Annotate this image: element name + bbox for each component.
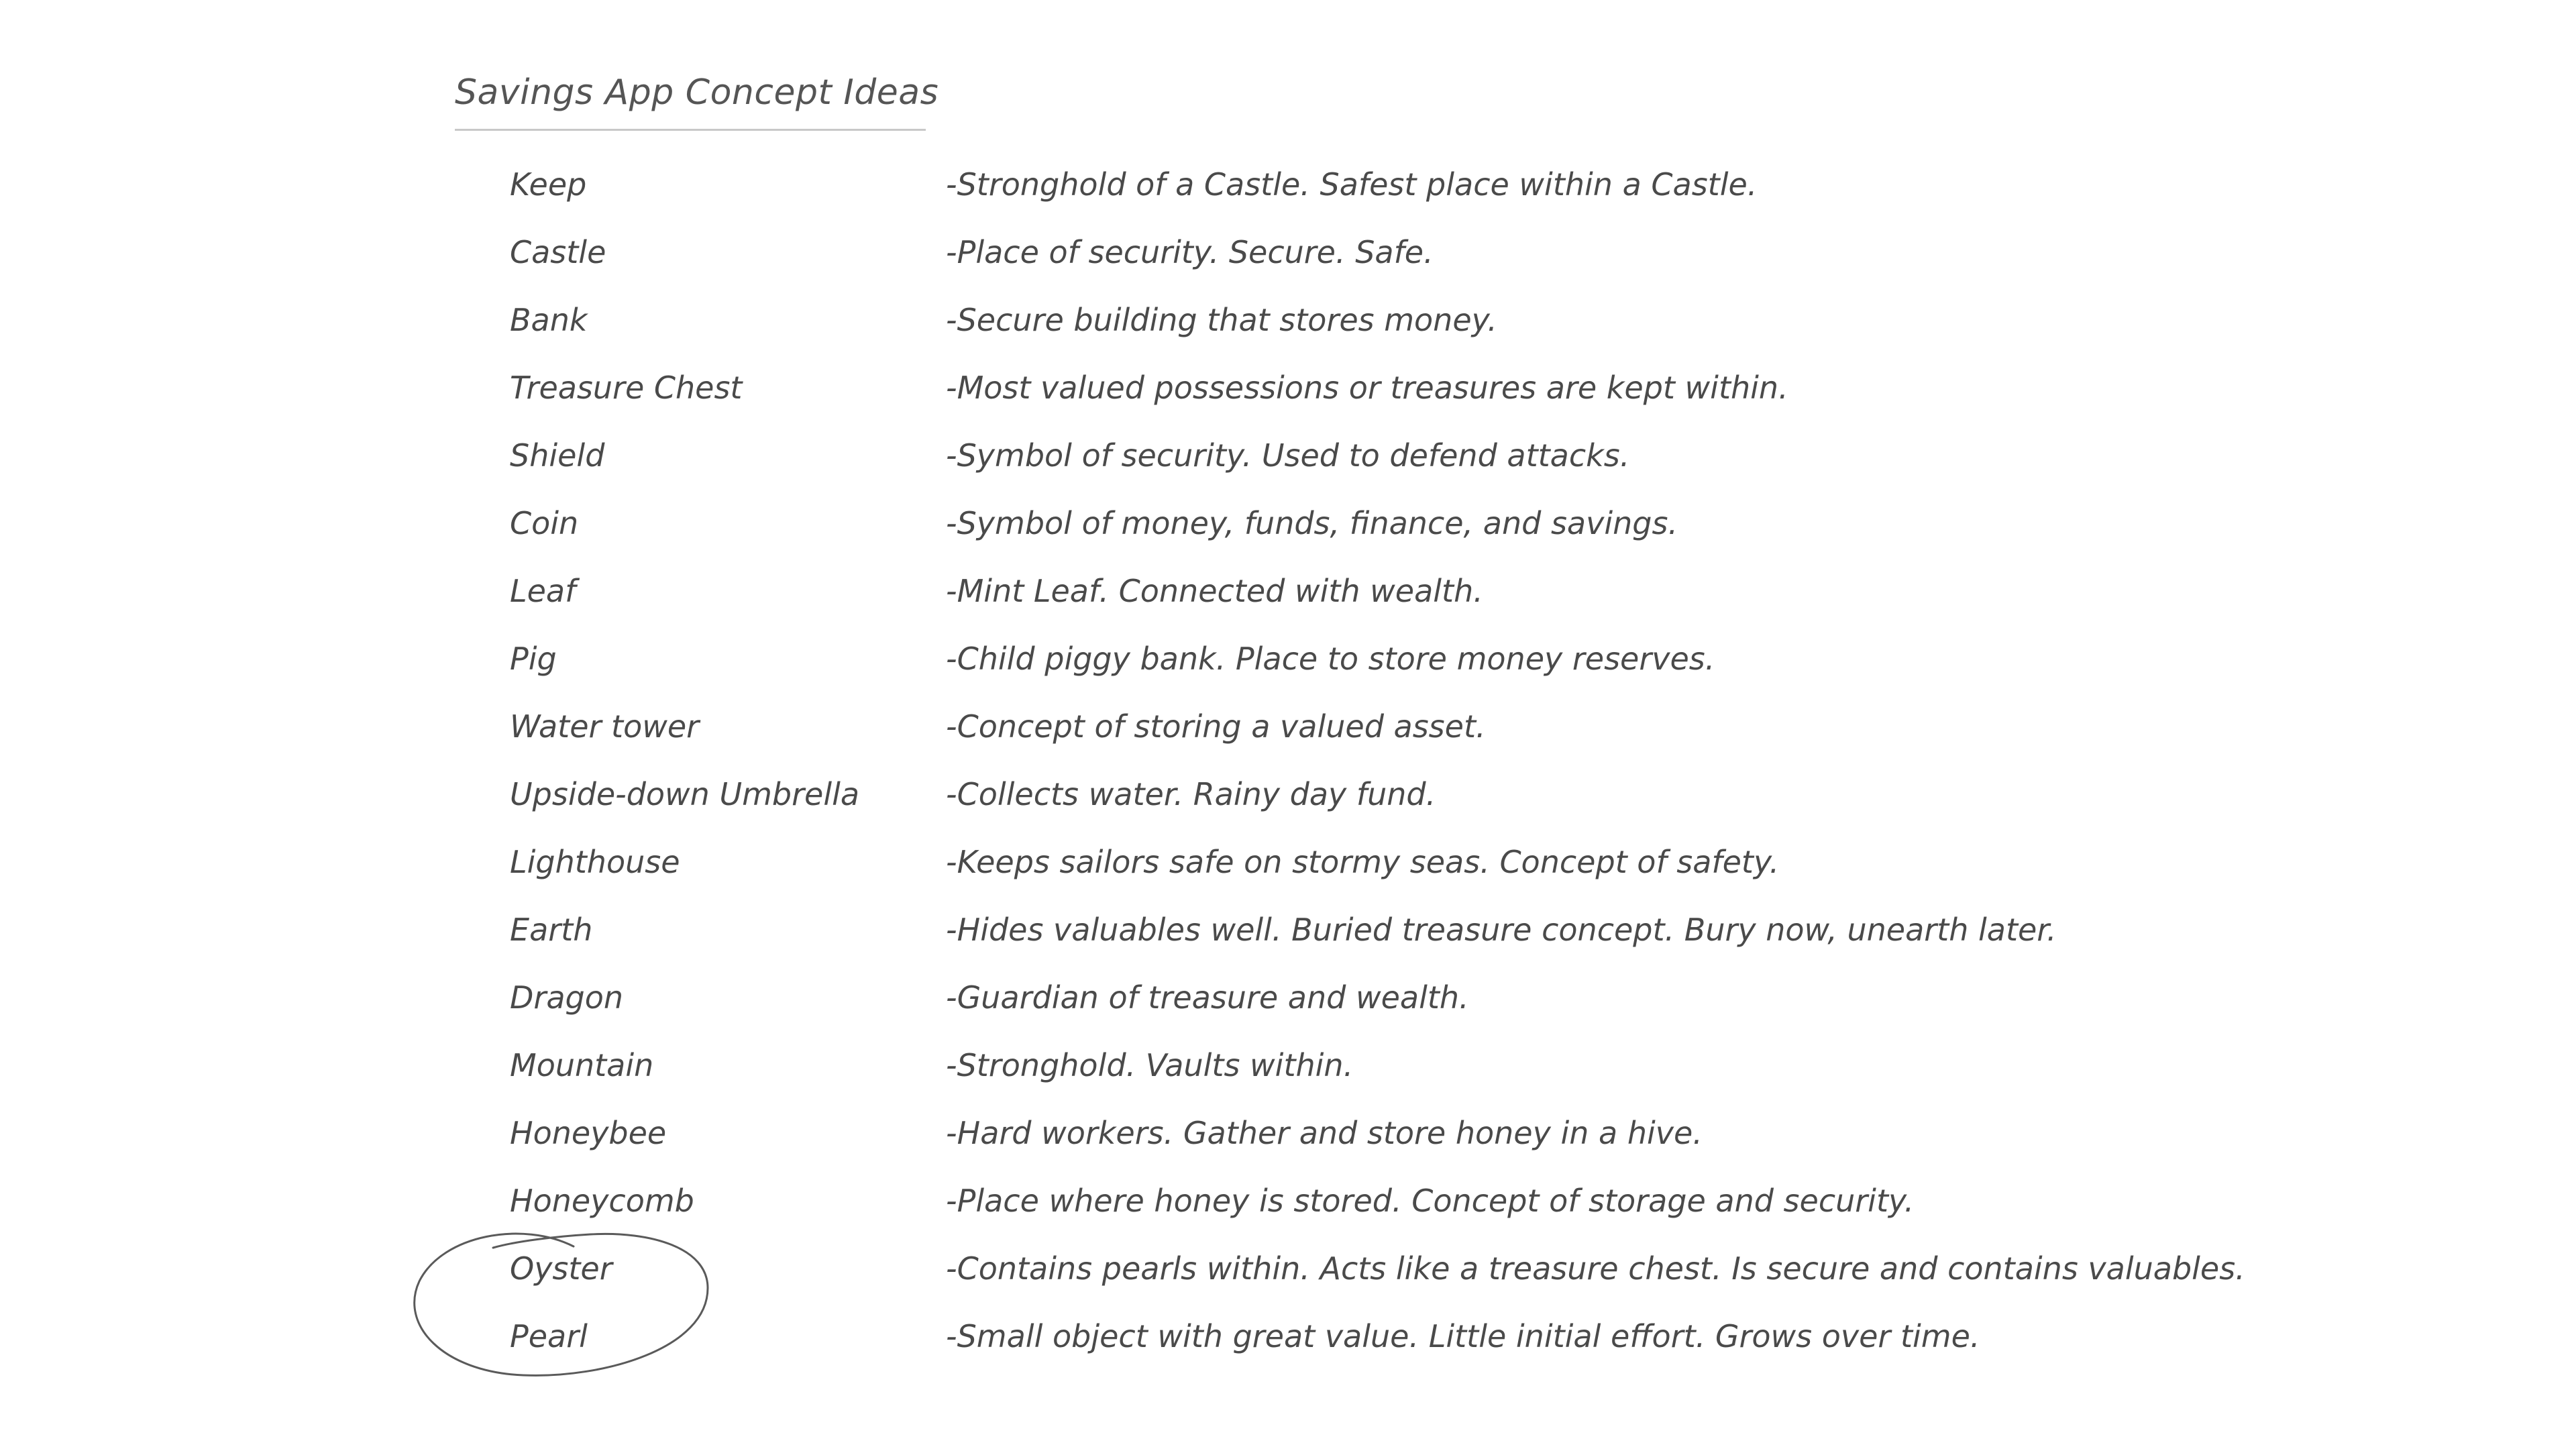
idea-row [0, 776, 2576, 843]
idea-description: -Symbol of security. Used to defend attacks. [946, 437, 1630, 474]
idea-row [0, 505, 2576, 572]
idea-description: -Contains pearls within. Acts like a treasure chest. Is secure and contains valuables. [946, 1250, 2245, 1287]
idea-term: Treasure Chest [510, 370, 743, 406]
idea-term: Honeybee [510, 1115, 667, 1151]
idea-description: -Symbol of money, funds, finance, and savings. [946, 505, 1678, 541]
idea-row [0, 1047, 2576, 1114]
idea-term: Keep [510, 166, 587, 203]
idea-description: -Keeps sailors safe on stormy seas. Concept of safety. [946, 844, 1780, 880]
idea-row [0, 708, 2576, 775]
idea-term: Earth [510, 912, 593, 948]
idea-row [0, 437, 2576, 504]
idea-term: Coin [510, 505, 579, 541]
idea-description: -Mint Leaf. Connected with wealth. [946, 573, 1483, 609]
idea-description: -Child piggy bank. Place to store money reserves. [946, 641, 1715, 677]
idea-row [0, 302, 2576, 369]
idea-description: -Hides valuables well. Buried treasure concept. Bury now, unearth later. [946, 912, 2057, 948]
idea-term: Pig [510, 641, 557, 677]
idea-row [0, 1183, 2576, 1250]
idea-description: -Stronghold of a Castle. Safest place within a Castle. [946, 166, 1758, 203]
idea-description: -Secure building that stores money. [946, 302, 1497, 338]
idea-row [0, 573, 2576, 640]
idea-description: -Place of security. Secure. Safe. [946, 234, 1434, 270]
idea-row [0, 1250, 2576, 1318]
idea-term: Leaf [510, 573, 576, 609]
idea-description: -Most valued possessions or treasures are kept within. [946, 370, 1788, 406]
idea-term: Water tower [510, 708, 700, 745]
idea-row [0, 1115, 2576, 1182]
idea-row [0, 234, 2576, 301]
idea-description: -Stronghold. Vaults within. [946, 1047, 1354, 1083]
idea-term: Lighthouse [510, 844, 680, 880]
idea-term: Mountain [510, 1047, 654, 1083]
idea-term: Bank [510, 302, 588, 338]
idea-term: Oyster [510, 1250, 612, 1287]
idea-description: -Guardian of treasure and wealth. [946, 979, 1469, 1016]
idea-term: Dragon [510, 979, 624, 1016]
idea-term: Castle [510, 234, 606, 270]
page-title: Savings App Concept Ideas [455, 72, 939, 113]
idea-description: -Hard workers. Gather and store honey in a hive. [946, 1115, 1703, 1151]
idea-row [0, 844, 2576, 911]
idea-term: Pearl [510, 1318, 588, 1354]
idea-row [0, 912, 2576, 979]
idea-row [0, 166, 2576, 233]
idea-row [0, 641, 2576, 708]
idea-row [0, 1318, 2576, 1385]
idea-description: -Collects water. Rainy day fund. [946, 776, 1436, 812]
idea-term: Shield [510, 437, 605, 474]
circle-annotation [402, 1208, 724, 1382]
idea-description: -Small object with great value. Little initial effort. Grows over time. [946, 1318, 1980, 1354]
idea-term: Upside-down Umbrella [510, 776, 860, 812]
idea-description: -Place where honey is stored. Concept of storage and security. [946, 1183, 1915, 1219]
idea-term: Honeycomb [510, 1183, 694, 1219]
idea-row [0, 370, 2576, 437]
idea-description: -Concept of storing a valued asset. [946, 708, 1486, 745]
idea-row [0, 979, 2576, 1046]
